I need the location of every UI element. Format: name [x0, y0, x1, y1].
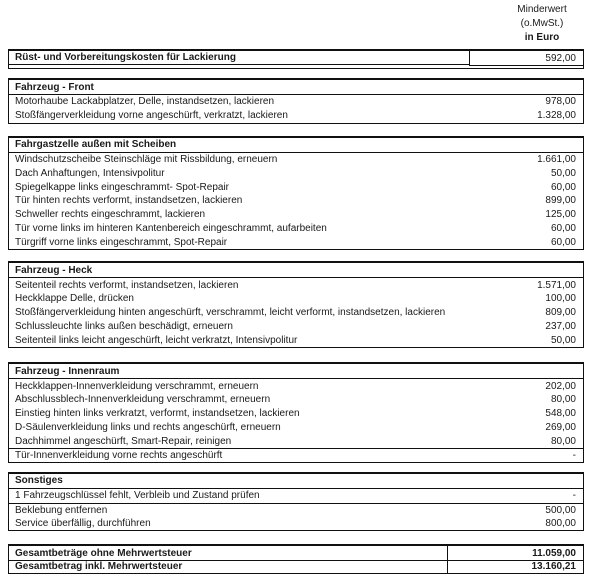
item-description: Tür hinten rechts verformt, instandsetzen, lackieren	[15, 195, 243, 207]
line-item-row	[9, 448, 583, 462]
value-column-header	[492, 3, 592, 45]
item-amount: 500,00	[545, 504, 576, 516]
line-item-row	[9, 95, 583, 109]
line-item-row	[9, 292, 583, 306]
line-item-row	[9, 153, 583, 167]
item-amount: 50,00	[550, 334, 576, 346]
prep-cost-amount: 592,00	[469, 51, 583, 66]
item-amount: 50,00	[550, 167, 576, 179]
section-rows	[9, 379, 583, 462]
item-amount: -	[572, 490, 576, 502]
section-title: Fahrzeug - Front	[9, 80, 583, 95]
item-amount: 125,00	[545, 209, 576, 221]
item-description: Seitenteil rechts verformt, instandsetzen, lackieren	[15, 279, 239, 291]
item-amount: 899,00	[545, 195, 576, 207]
total-gross-row	[9, 560, 583, 573]
section-rows	[9, 153, 583, 250]
line-item-row	[9, 517, 583, 531]
line-item-row	[9, 393, 583, 407]
section-rows	[9, 95, 583, 123]
item-description: Türgriff vorne links eingeschrammt, Spot-Repair	[15, 236, 228, 248]
item-description: Tür vorne links im hinteren Kantenbereich eingeschrammt, aufarbeiten	[15, 222, 327, 234]
section-rows	[9, 278, 583, 347]
section-title: Sonstiges	[9, 474, 583, 489]
item-description: Dach Anhaftungen, Intensivpolitur	[15, 167, 165, 179]
column-header-tax-note: (o.MwSt.)	[520, 18, 564, 29]
total-gross-label: Gesamtbetrag inkl. Mehrwertsteuer	[15, 561, 183, 573]
item-description: Heckklappe Delle, drücken	[15, 293, 134, 305]
item-amount: 80,00	[550, 435, 576, 447]
item-amount: 269,00	[545, 421, 576, 433]
item-description: Heckklappen-Innenverkleidung verschrammt, erneuern	[15, 380, 259, 392]
item-amount: 202,00	[545, 380, 576, 392]
line-item-row	[9, 489, 583, 503]
column-header-currency: in Euro	[524, 32, 560, 43]
damage-section	[8, 78, 584, 124]
section-title: Fahrzeug - Innenraum	[9, 364, 583, 379]
line-item-row	[9, 194, 583, 208]
line-item-row	[9, 222, 583, 236]
line-item-row	[9, 306, 583, 320]
line-item-row	[9, 379, 583, 393]
item-description: D-Säulenverkleidung links und rechts angeschürft, erneuern	[15, 421, 281, 433]
item-amount: 60,00	[550, 236, 576, 248]
item-amount: 548,00	[545, 408, 576, 420]
item-description: Einstieg hinten links verkratzt, verformt, instandsetzen, lackieren	[15, 408, 300, 420]
total-gross-amount: 13.160,21	[447, 561, 583, 573]
line-item-row	[9, 434, 583, 448]
damage-section	[8, 136, 584, 251]
section-list	[0, 78, 600, 531]
item-amount: -	[572, 450, 576, 462]
damage-section	[8, 362, 584, 463]
line-item-row	[9, 333, 583, 347]
line-item-row	[9, 421, 583, 435]
line-item-row	[9, 235, 583, 249]
totals-table	[8, 544, 584, 574]
item-description: Stoßfängerverkleidung hinten angeschürft, verschrammt, leicht verformt, instandsetzen, lackieren	[15, 307, 446, 319]
section-title: Fahrgastzelle außen mit Scheiben	[9, 138, 583, 153]
item-amount: 1.328,00	[537, 110, 576, 122]
total-net-row	[9, 546, 583, 559]
line-item-row	[9, 407, 583, 421]
section-title: Fahrzeug - Heck	[9, 263, 583, 278]
line-item-row	[9, 166, 583, 180]
line-item-row	[9, 278, 583, 292]
item-amount: 237,00	[545, 320, 576, 332]
item-description: Stoßfängerverkleidung vorne angeschürft, verkratzt, lackieren	[15, 110, 288, 122]
item-amount: 800,00	[545, 517, 576, 529]
item-amount: 80,00	[550, 394, 576, 406]
item-description: 1 Fahrzeugschlüssel fehlt, Verbleib und Zustand prüfen	[15, 490, 260, 502]
item-amount: 809,00	[545, 307, 576, 319]
item-description: Windschutzscheibe Steinschläge mit Rissbildung, erneuern	[15, 153, 278, 165]
item-description: Beklebung entfernen	[15, 504, 108, 516]
line-item-row	[9, 180, 583, 194]
column-header-title: Minderwert	[517, 4, 567, 15]
item-description: Spiegelkappe links eingeschrammt- Spot-Repair	[15, 181, 229, 193]
line-item-row	[9, 109, 583, 123]
item-description: Schweller rechts eingeschrammt, lackieren	[15, 209, 206, 221]
item-description: Schlussleuchte links außen beschädigt, erneuern	[15, 320, 233, 332]
total-net-amount: 11.059,00	[447, 546, 583, 559]
item-amount: 100,00	[545, 293, 576, 305]
line-item-row	[9, 208, 583, 222]
line-item-row	[9, 503, 583, 517]
item-amount: 978,00	[545, 96, 576, 108]
item-amount: 1.661,00	[537, 153, 576, 165]
section-rows	[9, 489, 583, 530]
item-description: Tür-Innenverkleidung vorne rechts angeschürft	[15, 450, 223, 462]
prep-cost-label: Rüst- und Vorbereitungskosten für Lackierung	[9, 51, 469, 65]
item-amount: 60,00	[550, 181, 576, 193]
item-description: Service überfällig, durchführen	[15, 517, 151, 529]
prep-cost-row	[8, 49, 584, 69]
line-item-row	[9, 320, 583, 334]
item-amount: 60,00	[550, 222, 576, 234]
item-description: Motorhaube Lackabplatzer, Delle, instandsetzen, lackieren	[15, 96, 275, 108]
item-description: Abschlussblech-Innenverkleidung verschrammt, erneuern	[15, 394, 271, 406]
item-amount: 1.571,00	[537, 279, 576, 291]
total-net-label: Gesamtbeträge ohne Mehrwertsteuer	[15, 547, 192, 559]
damage-section	[8, 261, 584, 348]
damage-section	[8, 472, 584, 531]
item-description: Dachhimmel angeschürft, Smart-Repair, reinigen	[15, 435, 232, 447]
item-description: Seitenteil links leicht angeschürft, leicht verkratzt, Intensivpolitur	[15, 334, 298, 346]
